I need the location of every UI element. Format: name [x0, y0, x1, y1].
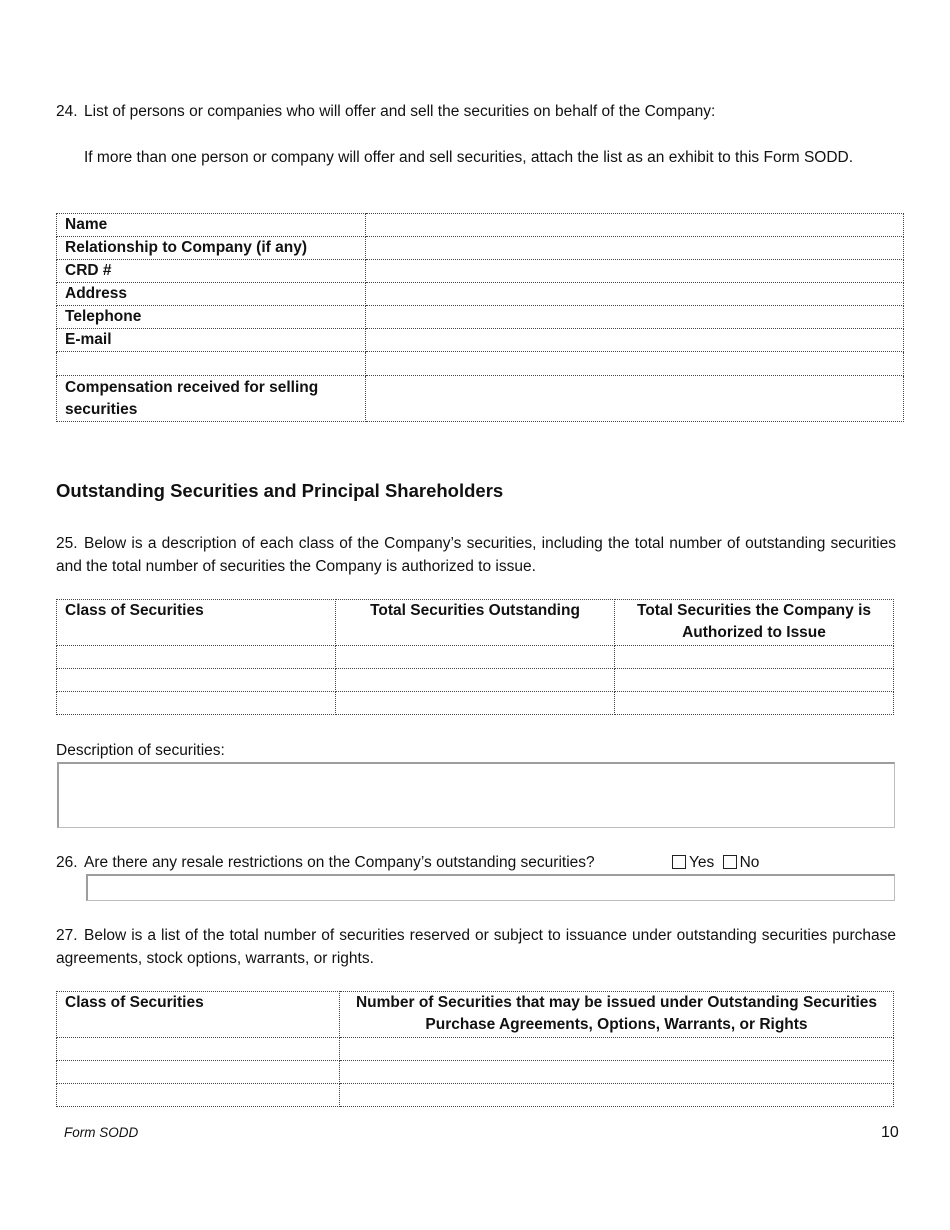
table-cell[interactable] — [336, 692, 615, 715]
reserved-securities-table — [56, 991, 894, 1107]
table-cell[interactable] — [340, 1084, 894, 1107]
table-cell[interactable] — [615, 646, 894, 669]
table-row — [57, 1038, 894, 1061]
table-row — [57, 1061, 894, 1084]
yes-label: Yes — [689, 854, 715, 871]
table-row — [57, 1084, 894, 1107]
question-number: 26. — [56, 854, 78, 871]
question-24-note: If more than one person or company will offer and sell securities, attach the list as an exhibit to this Form SODD. — [84, 149, 854, 166]
yes-checkbox[interactable] — [672, 855, 686, 869]
table-row — [57, 237, 904, 260]
column-header: Number of Securities that may be issued under Outstanding Securities Purchase Agreements, Options, Warrants, or Rights — [340, 992, 894, 1038]
email-field[interactable] — [366, 329, 904, 352]
table-cell[interactable] — [340, 1038, 894, 1061]
question-25 — [56, 532, 896, 578]
table-cell[interactable] — [57, 1038, 340, 1061]
no-label: No — [739, 854, 760, 871]
question-number: 27. — [56, 927, 78, 944]
table-cell[interactable] — [57, 669, 336, 692]
table-row — [57, 692, 894, 715]
question-24 — [56, 100, 896, 123]
table-row — [57, 376, 904, 422]
resale-details-textbox[interactable] — [86, 874, 895, 901]
footer-page-number: 10 — [881, 1124, 899, 1141]
row-label: Name — [57, 214, 366, 237]
column-header: Class of Securities — [57, 600, 336, 646]
row-label: E-mail — [57, 329, 366, 352]
table-cell[interactable] — [57, 646, 336, 669]
table-header-row — [57, 600, 894, 646]
footer-form-name: Form SODD — [64, 1125, 139, 1140]
table-cell[interactable] — [57, 1084, 340, 1107]
name-field[interactable] — [366, 214, 904, 237]
question-number: 25. — [56, 535, 78, 552]
question-26 — [56, 851, 896, 874]
column-header: Total Securities the Company is Authorized to Issue — [615, 600, 894, 646]
table-cell[interactable] — [57, 1061, 340, 1084]
table-row — [57, 214, 904, 237]
table-row — [57, 329, 904, 352]
table-row — [57, 260, 904, 283]
table-cell[interactable] — [57, 692, 336, 715]
description-textbox[interactable] — [57, 762, 895, 828]
question-text: Below is a description of each class of the Company’s securities, including the total number of outstanding securities and the total number of securities the Company is authorized to issue. — [56, 535, 896, 575]
crd-field[interactable] — [366, 260, 904, 283]
table-cell[interactable] — [336, 669, 615, 692]
row-label: Compensation received for selling securities — [57, 376, 366, 422]
row-label: CRD # — [57, 260, 366, 283]
question-number: 24. — [56, 103, 78, 120]
resale-restrictions-options — [672, 851, 759, 874]
question-text: Below is a list of the total number of securities reserved or subject to issuance under outstanding securities purchase agreements, stock options, warrants, or rights. — [56, 927, 896, 967]
row-label — [57, 352, 366, 376]
table-cell[interactable] — [336, 646, 615, 669]
column-header: Total Securities Outstanding — [336, 600, 615, 646]
telephone-field[interactable] — [366, 306, 904, 329]
relationship-field[interactable] — [366, 237, 904, 260]
section-heading: Outstanding Securities and Principal Shareholders — [56, 480, 504, 501]
question-27 — [56, 924, 896, 970]
question-text: Are there any resale restrictions on the Company’s outstanding securities? — [84, 854, 595, 871]
table-cell[interactable] — [615, 692, 894, 715]
table-row — [57, 306, 904, 329]
table-row — [57, 646, 894, 669]
column-header: Class of Securities — [57, 992, 340, 1038]
row-label: Relationship to Company (if any) — [57, 237, 366, 260]
row-label: Address — [57, 283, 366, 306]
blank-field[interactable] — [366, 352, 904, 376]
securities-classes-table — [56, 599, 894, 715]
row-label: Telephone — [57, 306, 366, 329]
no-checkbox[interactable] — [723, 855, 737, 869]
sellers-table — [56, 213, 904, 422]
question-text: List of persons or companies who will offer and sell the securities on behalf of the Company: — [84, 103, 716, 120]
table-header-row — [57, 992, 894, 1038]
table-cell[interactable] — [340, 1061, 894, 1084]
description-label: Description of securities: — [56, 742, 225, 759]
table-row — [57, 352, 904, 376]
table-row — [57, 669, 894, 692]
address-field[interactable] — [366, 283, 904, 306]
table-row — [57, 283, 904, 306]
compensation-field[interactable] — [366, 376, 904, 422]
table-cell[interactable] — [615, 669, 894, 692]
